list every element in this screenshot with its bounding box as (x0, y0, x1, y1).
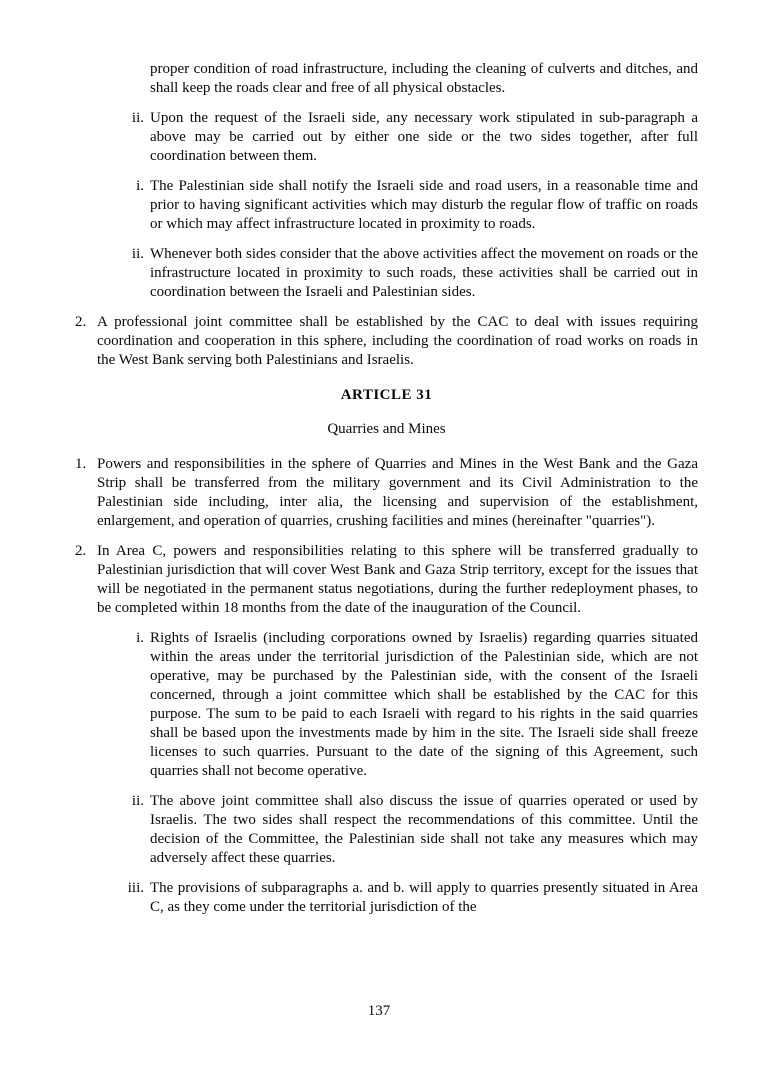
list-item-text: Powers and responsibilities in the sphere of Quarries and Mines in the West Bank and the Gaza Strip shall be transferred from the military government and its Civil Administration to the Palestinian side including, inter alia, the licensing and supervision of the establishment, enlargement, and operation of quarries, crushing facilities and mines (hereinafter "quarries"). (97, 456, 698, 529)
page-number: 137 (367, 1003, 391, 1019)
list-item-text: The above joint committee shall also discuss the issue of quarries operated or used by Israelis. The two sides shall respect the recommendations of this committee. Until the decision of the Committee, the Palestinian side shall not take any measures which may adversely affect these quarries. (150, 793, 698, 866)
list-item-text: The Palestinian side shall notify the Israeli side and road users, in a reasonable time and prior to having significant activities which may disturb the regular flow of traffic on roads or which may affect infrastructure located in proximity to roads. (150, 178, 698, 232)
list-marker: 1. (75, 456, 87, 472)
list-item-text: Rights of Israelis (including corporations owned by Israelis) regarding quarries situated within the areas under the territorial jurisdiction of the Palestinian side, which are not operative, may be purchased by the Palestinian side, with the consent of the Israeli concerned, through a joint committee which shall be established by the CAC for this purpose. The sum to be paid to each Israeli with regard to his rights in the said quarries shall be based upon the investments made by him in the site. The Israeli side shall freeze licenses to such quarries. Pursuant to the date of the signing of this Agreement, such quarries shall not become operative. (150, 630, 698, 779)
list-marker: 2. (75, 543, 87, 559)
list-item-text: Upon the request of the Israeli side, any necessary work stipulated in sub-paragraph a above may be carried out by either one side or the two sides together, after full coordination between them. (150, 110, 698, 164)
list-item (119, 879, 698, 917)
list-item-text: Whenever both sides consider that the above activities affect the movement on roads or the infrastructure located in proximity to such roads, these activities shall be carried out in coordination between the Israeli and Palestinian sides. (150, 246, 698, 300)
list-item (119, 629, 698, 781)
list-marker: ii. (131, 793, 144, 809)
list-marker: 2. (75, 314, 87, 330)
list-item (119, 792, 698, 868)
list-item (119, 177, 698, 234)
paragraph-continuation: proper condition of road infrastructure, including the cleaning of culverts and ditches, and shall keep the roads clear and free of all physical obstacles. (150, 61, 698, 96)
list-item-text: In Area C, powers and responsibilities relating to this sphere will be transferred gradually to Palestinian jurisdiction that will cover West Bank and Gaza Strip territory, except for the issues that will be negotiated in the permanent status negotiations, during the further redeployment phases, to be completed within 18 months from the date of the inauguration of the Council. (97, 543, 698, 616)
numbered-paragraph (75, 455, 698, 531)
list-item (119, 109, 698, 166)
list-item-text: A professional joint committee shall be established by the CAC to deal with issues requiring coordination and cooperation in this sphere, including the coordination of road works on roads in the West Bank serving both Palestinians and Israelis. (97, 314, 698, 368)
list-item (119, 245, 698, 302)
article-heading: ARTICLE 31 (340, 387, 433, 403)
list-item-text: The provisions of subparagraphs a. and b. will apply to quarries presently situated in Area C, as they come under the territorial jurisdiction of the (150, 880, 698, 915)
numbered-paragraph (75, 313, 698, 370)
list-marker: i. (136, 630, 144, 646)
list-marker: i. (136, 178, 144, 194)
list-marker: iii. (127, 880, 144, 896)
list-marker: ii. (131, 110, 144, 126)
numbered-paragraph (75, 542, 698, 618)
list-marker: ii. (131, 246, 144, 262)
article-subheading: Quarries and Mines (327, 421, 446, 437)
